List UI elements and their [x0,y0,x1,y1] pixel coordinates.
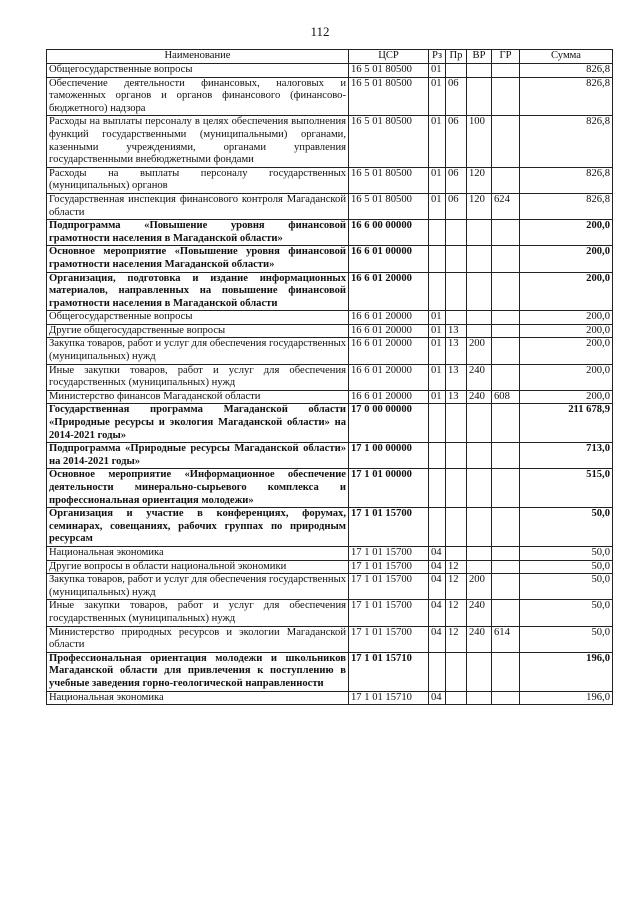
cell-gr [492,246,520,272]
cell-rz: 01 [429,116,446,167]
cell-rz: 01 [429,167,446,193]
cell-sum: 211 678,9 [520,404,613,443]
cell-vr: 200 [467,574,492,600]
cell-csr: 16 5 01 80500 [349,193,429,219]
cell-csr: 17 1 01 15700 [349,626,429,652]
cell-sum: 826,8 [520,77,613,116]
table-row [47,167,613,193]
cell-pr [446,508,467,547]
cell-pr [446,546,467,560]
cell-name: Закупка товаров, работ и услуг для обеспечения государственных (муниципальных) нужд [47,574,349,600]
cell-gr [492,364,520,390]
cell-gr [492,64,520,78]
cell-rz: 01 [429,193,446,219]
header-csr: ЦСР [349,50,429,64]
cell-gr [492,691,520,705]
cell-gr [492,600,520,626]
table-row [47,220,613,246]
cell-pr: 06 [446,77,467,116]
cell-name: Расходы на выплаты персоналу в целях обеспечения выполнения функций государственными (муниципальными) органами, казенными учреждениями, органами управления государственными внебюджетными фондами [47,116,349,167]
cell-pr [446,64,467,78]
cell-rz [429,443,446,469]
cell-gr: 608 [492,390,520,404]
table-row [47,691,613,705]
cell-csr: 16 6 01 20000 [349,272,429,311]
cell-name: Общегосударственные вопросы [47,311,349,325]
cell-rz: 01 [429,338,446,364]
table-row [47,443,613,469]
table-header-row [47,50,613,64]
cell-csr: 16 6 01 20000 [349,311,429,325]
cell-name: Расходы на выплаты персоналу государственных (муниципальных) органов [47,167,349,193]
cell-name: Организация и участие в конференциях, форумах, семинарах, совещаниях, рабочих группах по природным ресурсам [47,508,349,547]
cell-csr: 17 1 01 15710 [349,652,429,691]
cell-rz: 01 [429,77,446,116]
table-row [47,116,613,167]
cell-vr [467,77,492,116]
cell-name: Другие вопросы в области национальной экономики [47,560,349,574]
cell-vr [467,443,492,469]
table-body [47,64,613,705]
cell-pr [446,469,467,508]
cell-pr [446,652,467,691]
cell-rz: 01 [429,364,446,390]
cell-csr: 16 6 01 20000 [349,338,429,364]
cell-csr: 16 6 01 20000 [349,364,429,390]
cell-sum: 50,0 [520,600,613,626]
table-row [47,469,613,508]
cell-name: Национальная экономика [47,691,349,705]
cell-gr: 624 [492,193,520,219]
table-row [47,338,613,364]
table-row [47,546,613,560]
table-row [47,600,613,626]
header-name: Наименование [47,50,349,64]
table-row [47,77,613,116]
cell-sum: 826,8 [520,64,613,78]
cell-vr: 100 [467,116,492,167]
cell-gr [492,77,520,116]
cell-pr: 12 [446,626,467,652]
cell-vr [467,652,492,691]
cell-sum: 826,8 [520,167,613,193]
cell-gr: 614 [492,626,520,652]
cell-sum: 50,0 [520,546,613,560]
cell-pr: 06 [446,116,467,167]
cell-gr [492,574,520,600]
cell-gr [492,443,520,469]
cell-sum: 200,0 [520,324,613,338]
cell-gr [492,311,520,325]
cell-gr [492,508,520,547]
cell-sum: 826,8 [520,193,613,219]
cell-sum: 200,0 [520,311,613,325]
cell-csr: 17 1 01 15700 [349,508,429,547]
cell-rz [429,404,446,443]
cell-vr [467,64,492,78]
cell-gr [492,338,520,364]
cell-gr [492,404,520,443]
cell-vr [467,220,492,246]
cell-rz [429,246,446,272]
cell-vr: 240 [467,390,492,404]
cell-pr [446,246,467,272]
cell-name: Министерство финансов Магаданской области [47,390,349,404]
cell-name: Основное мероприятие «Информационное обеспечение деятельности минерально-сырьевого комплекса и профессиональная ориентация молодежи» [47,469,349,508]
cell-name: Обеспечение деятельности финансовых, налоговых и таможенных органов и органов финансового (финансово-бюджетного) надзора [47,77,349,116]
table-row [47,508,613,547]
cell-csr: 17 1 01 15700 [349,574,429,600]
cell-sum: 200,0 [520,246,613,272]
cell-rz: 01 [429,324,446,338]
cell-gr [492,324,520,338]
cell-csr: 16 5 01 80500 [349,116,429,167]
table-row [47,193,613,219]
cell-sum: 50,0 [520,560,613,574]
cell-csr: 16 6 01 20000 [349,390,429,404]
table-row [47,626,613,652]
cell-pr [446,691,467,705]
cell-vr [467,324,492,338]
cell-csr: 17 1 01 15700 [349,600,429,626]
cell-pr: 12 [446,574,467,600]
cell-vr [467,311,492,325]
cell-pr: 13 [446,390,467,404]
cell-vr [467,691,492,705]
cell-sum: 515,0 [520,469,613,508]
cell-csr: 17 1 01 00000 [349,469,429,508]
table-row [47,390,613,404]
cell-rz: 04 [429,600,446,626]
cell-csr: 17 1 01 15710 [349,691,429,705]
cell-pr: 13 [446,338,467,364]
cell-sum: 200,0 [520,272,613,311]
cell-pr: 13 [446,364,467,390]
table-row [47,574,613,600]
cell-pr [446,272,467,311]
cell-name: Национальная экономика [47,546,349,560]
table-row [47,364,613,390]
cell-sum: 200,0 [520,364,613,390]
cell-name: Иные закупки товаров, работ и услуг для обеспечения государственных (муниципальных) нужд [47,364,349,390]
table-row [47,324,613,338]
cell-pr [446,404,467,443]
cell-gr [492,560,520,574]
cell-sum: 826,8 [520,116,613,167]
cell-name: Министерство природных ресурсов и экологии Магаданской области [47,626,349,652]
cell-gr [492,116,520,167]
cell-name: Подпрограмма «Повышение уровня финансовой грамотности населения в Магаданской области» [47,220,349,246]
cell-vr [467,404,492,443]
cell-csr: 16 6 01 00000 [349,246,429,272]
cell-name: Государственная инспекция финансового контроля Магаданской области [47,193,349,219]
cell-name: Организация, подготовка и издание информационных материалов, направленных на повышение финансовой грамотности населения в Магаданской области [47,272,349,311]
page-number: 112 [310,24,330,39]
cell-rz [429,652,446,691]
cell-csr: 16 6 00 00000 [349,220,429,246]
header-vr: ВР [467,50,492,64]
cell-name: Подпрограмма «Природные ресурсы Магаданской области» на 2014-2021 годы» [47,443,349,469]
table-row [47,64,613,78]
cell-rz: 04 [429,691,446,705]
cell-vr: 240 [467,600,492,626]
cell-rz: 04 [429,574,446,600]
cell-rz [429,508,446,547]
cell-pr [446,443,467,469]
cell-csr: 16 6 01 20000 [349,324,429,338]
cell-vr: 200 [467,338,492,364]
budget-table [46,49,613,705]
cell-sum: 713,0 [520,443,613,469]
cell-csr: 17 1 00 00000 [349,443,429,469]
cell-sum: 196,0 [520,652,613,691]
cell-csr: 16 5 01 80500 [349,77,429,116]
cell-rz [429,220,446,246]
cell-gr [492,652,520,691]
cell-sum: 50,0 [520,508,613,547]
cell-vr: 120 [467,167,492,193]
cell-name: Общегосударственные вопросы [47,64,349,78]
table-row [47,404,613,443]
cell-rz [429,272,446,311]
cell-name: Государственная программа Магаданской области «Природные ресурсы и экология Магаданской области» на 2014-2021 годы» [47,404,349,443]
cell-rz: 04 [429,546,446,560]
cell-vr [467,469,492,508]
cell-rz: 04 [429,626,446,652]
table-row [47,652,613,691]
cell-csr: 16 5 01 80500 [349,167,429,193]
table-row [47,246,613,272]
cell-rz [429,469,446,508]
cell-sum: 200,0 [520,390,613,404]
table-row [47,560,613,574]
cell-sum: 200,0 [520,220,613,246]
cell-name: Закупка товаров, работ и услуг для обеспечения государственных (муниципальных) нужд [47,338,349,364]
header-gr: ГР [492,50,520,64]
cell-sum: 50,0 [520,626,613,652]
cell-name: Профессиональная ориентация молодежи и школьников Магаданской области для привлечения к поступлению в учебные заведения горно-геологической направленности [47,652,349,691]
cell-vr [467,272,492,311]
cell-name: Иные закупки товаров, работ и услуг для обеспечения государственных (муниципальных) нужд [47,600,349,626]
cell-pr: 06 [446,167,467,193]
header-sum: Сумма [520,50,613,64]
cell-vr [467,546,492,560]
cell-vr: 120 [467,193,492,219]
cell-gr [492,220,520,246]
cell-rz: 01 [429,390,446,404]
cell-name: Другие общегосударственные вопросы [47,324,349,338]
cell-name: Основное мероприятие «Повышение уровня финансовой грамотности населения Магаданской области» [47,246,349,272]
cell-vr: 240 [467,626,492,652]
cell-sum: 50,0 [520,574,613,600]
cell-rz: 04 [429,560,446,574]
cell-csr: 16 5 01 80500 [349,64,429,78]
cell-pr: 12 [446,560,467,574]
cell-pr: 13 [446,324,467,338]
cell-vr: 240 [467,364,492,390]
header-pr: Пр [446,50,467,64]
cell-vr [467,508,492,547]
cell-rz: 01 [429,311,446,325]
cell-vr [467,246,492,272]
table-row [47,272,613,311]
cell-vr [467,560,492,574]
cell-gr [492,272,520,311]
cell-gr [492,546,520,560]
cell-csr: 17 1 01 15700 [349,560,429,574]
cell-pr [446,220,467,246]
cell-gr [492,469,520,508]
table-row [47,311,613,325]
cell-pr [446,311,467,325]
cell-sum: 196,0 [520,691,613,705]
header-rz: Рз [429,50,446,64]
cell-rz: 01 [429,64,446,78]
cell-pr: 12 [446,600,467,626]
cell-csr: 17 0 00 00000 [349,404,429,443]
cell-sum: 200,0 [520,338,613,364]
cell-csr: 17 1 01 15700 [349,546,429,560]
cell-pr: 06 [446,193,467,219]
cell-gr [492,167,520,193]
